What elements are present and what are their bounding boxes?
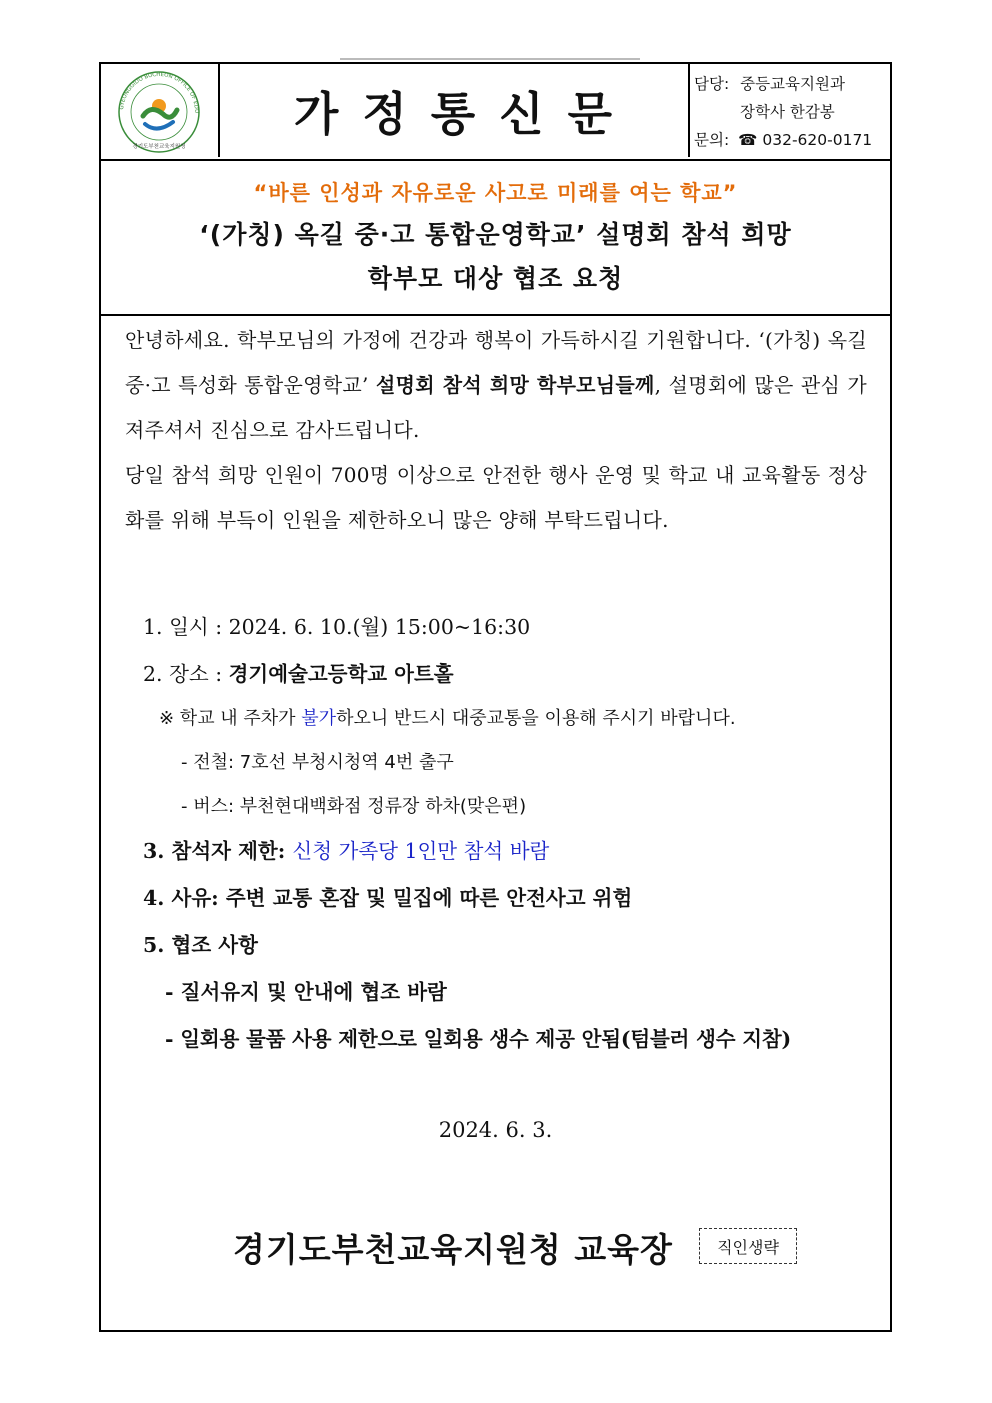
greeting-bold-target: 설명회 참석 희망 학부모님들께 <box>375 373 655 397</box>
superintendent-signature: 경기도부천교육지원청 교육장 <box>233 1230 673 1269</box>
issue-date: 2024. 6. 3. <box>438 1118 553 1142</box>
education-office-logo <box>101 64 218 157</box>
logo-arc-text: GYEONGGIDO BUCHEON OFFICE OF EDU <box>119 71 200 114</box>
item-cooperation: 5. 협조 사항 <box>143 933 258 957</box>
school-slogan: “바른 인성과 자유로운 사고로 미래를 여는 학교” <box>253 181 738 205</box>
cooperation-water: - 일회용 물품 사용 제한으로 일회용 생수 제공 안됨(텀블러 생수 지참) <box>165 1027 791 1051</box>
manager-dept: 중등교육지원과 <box>740 75 845 93</box>
cooperation-order: - 질서유지 및 안내에 협조 바람 <box>165 980 447 1004</box>
manager-line <box>694 72 845 94</box>
phone-icon: ☎ <box>738 131 758 149</box>
item-venue <box>143 657 454 687</box>
parking-note-c: 하오니 반드시 대중교통을 이용해 주시기 바랍니다. <box>336 708 736 729</box>
subheader <box>101 159 890 316</box>
greeting-thanks: , 설명회에 많은 관심 가져주셔서 진심으로 감사드립니다. <box>125 373 868 442</box>
header-row <box>101 64 890 161</box>
item-reason: 4. 사유: 주변 교통 혼잡 및 밀집에 따른 안전사고 위험 <box>143 886 633 910</box>
limit-paragraph: 당일 참석 희망 인원이 700명 이상으로 안전한 행사 운영 및 학교 내 교육활동 정상화를 위해 부득이 인원을 제한하오니 많은 양해 부탁드립니다. <box>125 463 867 532</box>
parking-note-a: ※ 학교 내 주차가 <box>159 708 302 729</box>
contact-cell <box>690 64 890 157</box>
seal-omitted-stamp: 직인생략 <box>699 1228 797 1264</box>
inquiry-line <box>694 128 872 150</box>
parking-note <box>159 704 736 730</box>
subway-directions: - 전철: 7호선 부청시청역 4번 출구 <box>181 752 454 773</box>
attendance-value: 신청 가족당 1인만 참석 바람 <box>292 839 550 863</box>
notice-frame <box>99 62 892 1332</box>
svg-text:GYEONGGIDO BUCHEON OFFICE OF E <box>101 64 199 113</box>
greeting-text: 안녕하세요. 학부모님의 가정에 건강과 행복이 가득하시길 기원합니다. ‘(가칭) 옥길 중·고 특성화 통합운영학교’ <box>125 328 867 397</box>
item-attendance-limit <box>143 834 549 864</box>
heading-line-2: 학부모 대상 협조 요청 <box>367 264 624 293</box>
logo-cell <box>101 64 220 157</box>
venue-label: 2. 장소 : <box>143 662 229 686</box>
parking-note-highlight: 불가 <box>301 708 337 729</box>
venue-value: 경기예술고등학교 아트홀 <box>228 662 454 686</box>
bus-directions: - 버스: 부천현대백화점 정류장 하차(맞은편) <box>181 796 527 817</box>
manager-label: 담당: <box>694 75 730 93</box>
item-datetime: 1. 일시 : 2024. 6. 10.(월) 15:00~16:30 <box>143 615 531 639</box>
attendance-label: 3. 참석자 제한: <box>143 839 293 863</box>
title-cell <box>218 64 690 157</box>
manager-name: 장학사 한감봉 <box>740 103 835 121</box>
inquiry-label: 문의: <box>694 131 730 149</box>
heading-line-1: ‘(가칭) 옥길 중·고 통합운영학교’ 설명회 참석 희망 <box>199 220 792 249</box>
logo-org-text: 경기도부천교육지원청 <box>132 144 186 150</box>
greeting-paragraph <box>125 318 867 453</box>
document-title: 가정통신문 <box>293 86 637 141</box>
top-faint-line <box>340 58 640 60</box>
phone-number: 032-620-0171 <box>762 131 873 149</box>
